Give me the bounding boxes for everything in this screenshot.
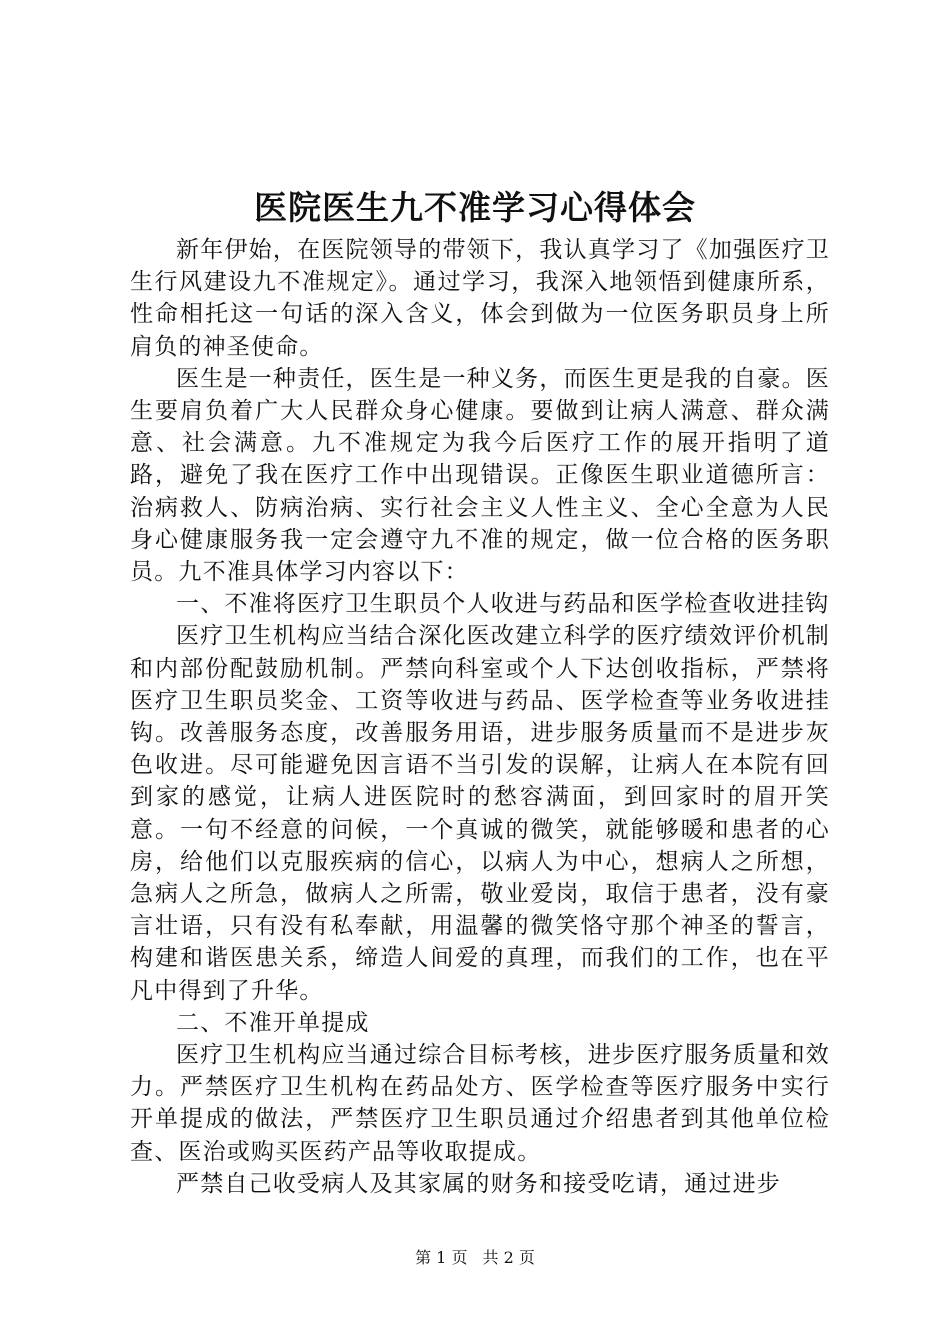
document-body	[130, 234, 830, 1200]
section-heading-2: 二、不准开单提成	[176, 1009, 370, 1036]
paragraph-section-2: 医疗卫生机构应当通过综合目标考核，进步医疗服务质量和效力。严禁医疗卫生机构在药品处方、医学检查等医疗服务中实行开单提成的做法，严禁医疗卫生职员通过介绍患者到其他单位检查、医治或购买医药产品等收取提成。	[130, 1042, 830, 1165]
page-total: 共 2 页	[482, 1248, 535, 1267]
paragraph-section-1: 医疗卫生机构应当结合深化医改建立科学的医疗绩效评价机制和内部份配鼓励机制。严禁向科室或个人下达创收指标，严禁将医疗卫生职员奖金、工资等收进与药品、医学检查等业务收进挂钩。改善服务态度，改善服务用语，进步服务质量而不是进步灰色收进。尽可能避免因言语不当引发的误解，让病人在本院有回到家的感觉，让病人进医院时的愁容满面，到回家时的眉开笑意。一句不经意的问候，一个真诚的微笑，就能够暖和患者的心房，给他们以克服疾病的信心，以病人为中心，想病人之所想，急病人之所急，做病人之所需，敬业爱岗，取信于患者，没有豪言壮语，只有没有私奉献，用温馨的微笑恪守那个神圣的誓言，构建和谐医患关系，缔造人间爱的真理，而我们的工作，也在平凡中得到了升华。	[130, 623, 830, 1004]
page-footer	[0, 1248, 950, 1268]
paragraph-responsibility: 医生是一种责任，医生是一种义务，而医生更是我的自豪。医生要肩负着广大人民群众身心健康。要做到让病人满意、群众满意、社会满意。九不准规定为我今后医疗工作的展开指明了道路，避免了我在医疗工作中出现错误。正像医生职业道德所言：治病救人、防病治病、实行社会主义人性主义、全心全意为人民身心健康服务我一定会遵守九不准的规定，做一位合格的医务职员。九不准具体学习内容以下：	[130, 365, 830, 586]
document-title: 医院医生九不准学习心得体会	[254, 188, 696, 227]
page-number: 第 1 页	[415, 1248, 468, 1267]
section-heading-1: 一、不准将医疗卫生职员个人收进与药品和医学检查收进挂钩	[176, 591, 830, 618]
paragraph-continued: 严禁自己收受病人及其家属的财务和接受吃请，通过进步	[176, 1170, 781, 1197]
paragraph-intro: 新年伊始，在医院领导的带领下，我认真学习了《加强医疗卫生行风建设九不准规定》。通过学习，我深入地领悟到健康所系，性命相托这一句话的深入含义，体会到做为一位医务职员身上所肩负的神圣使命。	[130, 237, 830, 360]
